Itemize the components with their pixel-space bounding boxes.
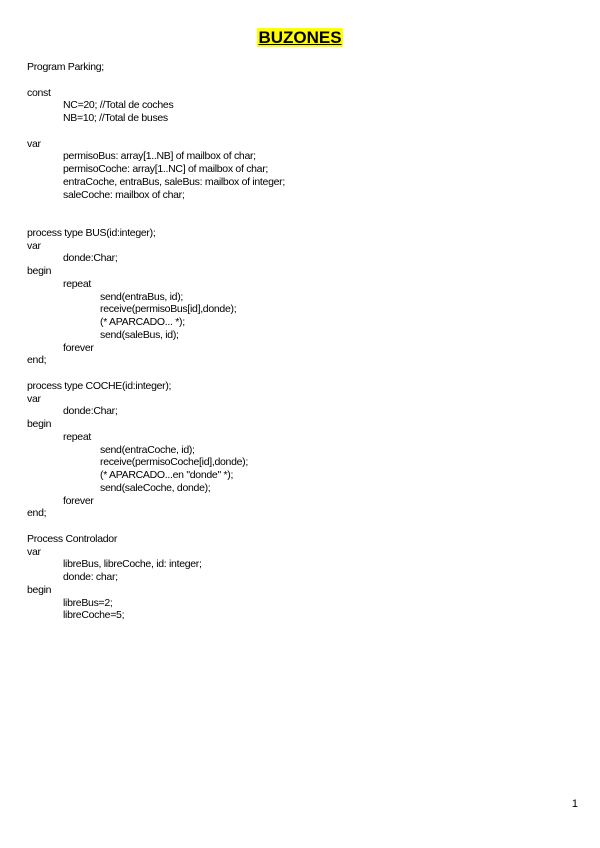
- blank-line: [27, 201, 567, 214]
- code-line: entraCoche, entraBus, saleBus: mailbox of integer;: [63, 175, 285, 188]
- code-line: var: [27, 392, 41, 405]
- code-line: begin: [27, 583, 52, 596]
- code-line: libreBus, libreCoche, id: integer;: [63, 558, 202, 571]
- code-line: NB=10; //Total de buses: [63, 112, 168, 124]
- code-line: begin: [27, 265, 52, 277]
- code-line: end;: [27, 354, 47, 367]
- code-line: forever: [63, 341, 94, 354]
- blank-line: [27, 125, 567, 138]
- code-line: process type BUS(id:integer);: [27, 226, 156, 239]
- code-line: (* APARCADO...en "donde" *);: [100, 469, 234, 481]
- code-line: end;: [27, 507, 47, 520]
- code-line: send(entraCoche, id);: [100, 443, 195, 456]
- code-line: donde:Char;: [63, 405, 118, 418]
- code-line: receive(permisoCoche[id],donde);: [100, 456, 248, 469]
- code-line: const: [27, 86, 51, 99]
- code-line: send(entraBus, id);: [100, 290, 184, 303]
- code-line: send(saleBus, id);: [100, 328, 179, 341]
- code-line: process type COCHE(id:integer);: [27, 379, 172, 392]
- code-line: Program Parking;: [27, 61, 104, 73]
- code-line: var: [27, 239, 41, 252]
- code-line: var: [27, 137, 41, 150]
- code-line: permisoCoche: array[1..NC] of mailbox of char;: [63, 163, 269, 175]
- code-line: forever: [63, 494, 94, 507]
- blank-line: [27, 520, 567, 533]
- code-line: (* APARCADO... *);: [100, 316, 185, 328]
- blank-line: [27, 74, 567, 87]
- document-title: [0, 28, 600, 48]
- code-line: permisoBus: array[1..NB] of mailbox of char;: [63, 150, 256, 163]
- code-line: receive(permisoBus[id],donde);: [100, 303, 237, 316]
- code-line: repeat: [63, 430, 91, 443]
- code-line: donde:Char;: [63, 252, 118, 265]
- code-line: send(saleCoche, donde);: [100, 481, 211, 494]
- code-line: Process Controlador: [27, 532, 118, 545]
- code-line: var: [27, 545, 41, 558]
- code-listing: [27, 61, 567, 622]
- code-line: begin: [27, 418, 52, 430]
- blank-line: [27, 367, 567, 380]
- code-line: repeat: [63, 277, 91, 290]
- code-line: libreCoche=5;: [63, 609, 125, 622]
- code-line: saleCoche: mailbox of char;: [63, 188, 185, 201]
- code-line: libreBus=2;: [63, 596, 113, 609]
- blank-line: [27, 214, 567, 227]
- page-number: 1: [571, 798, 578, 810]
- code-line: NC=20; //Total de coches: [63, 99, 174, 112]
- document-title-text: BUZONES: [258, 28, 342, 47]
- code-line: donde: char;: [63, 571, 118, 583]
